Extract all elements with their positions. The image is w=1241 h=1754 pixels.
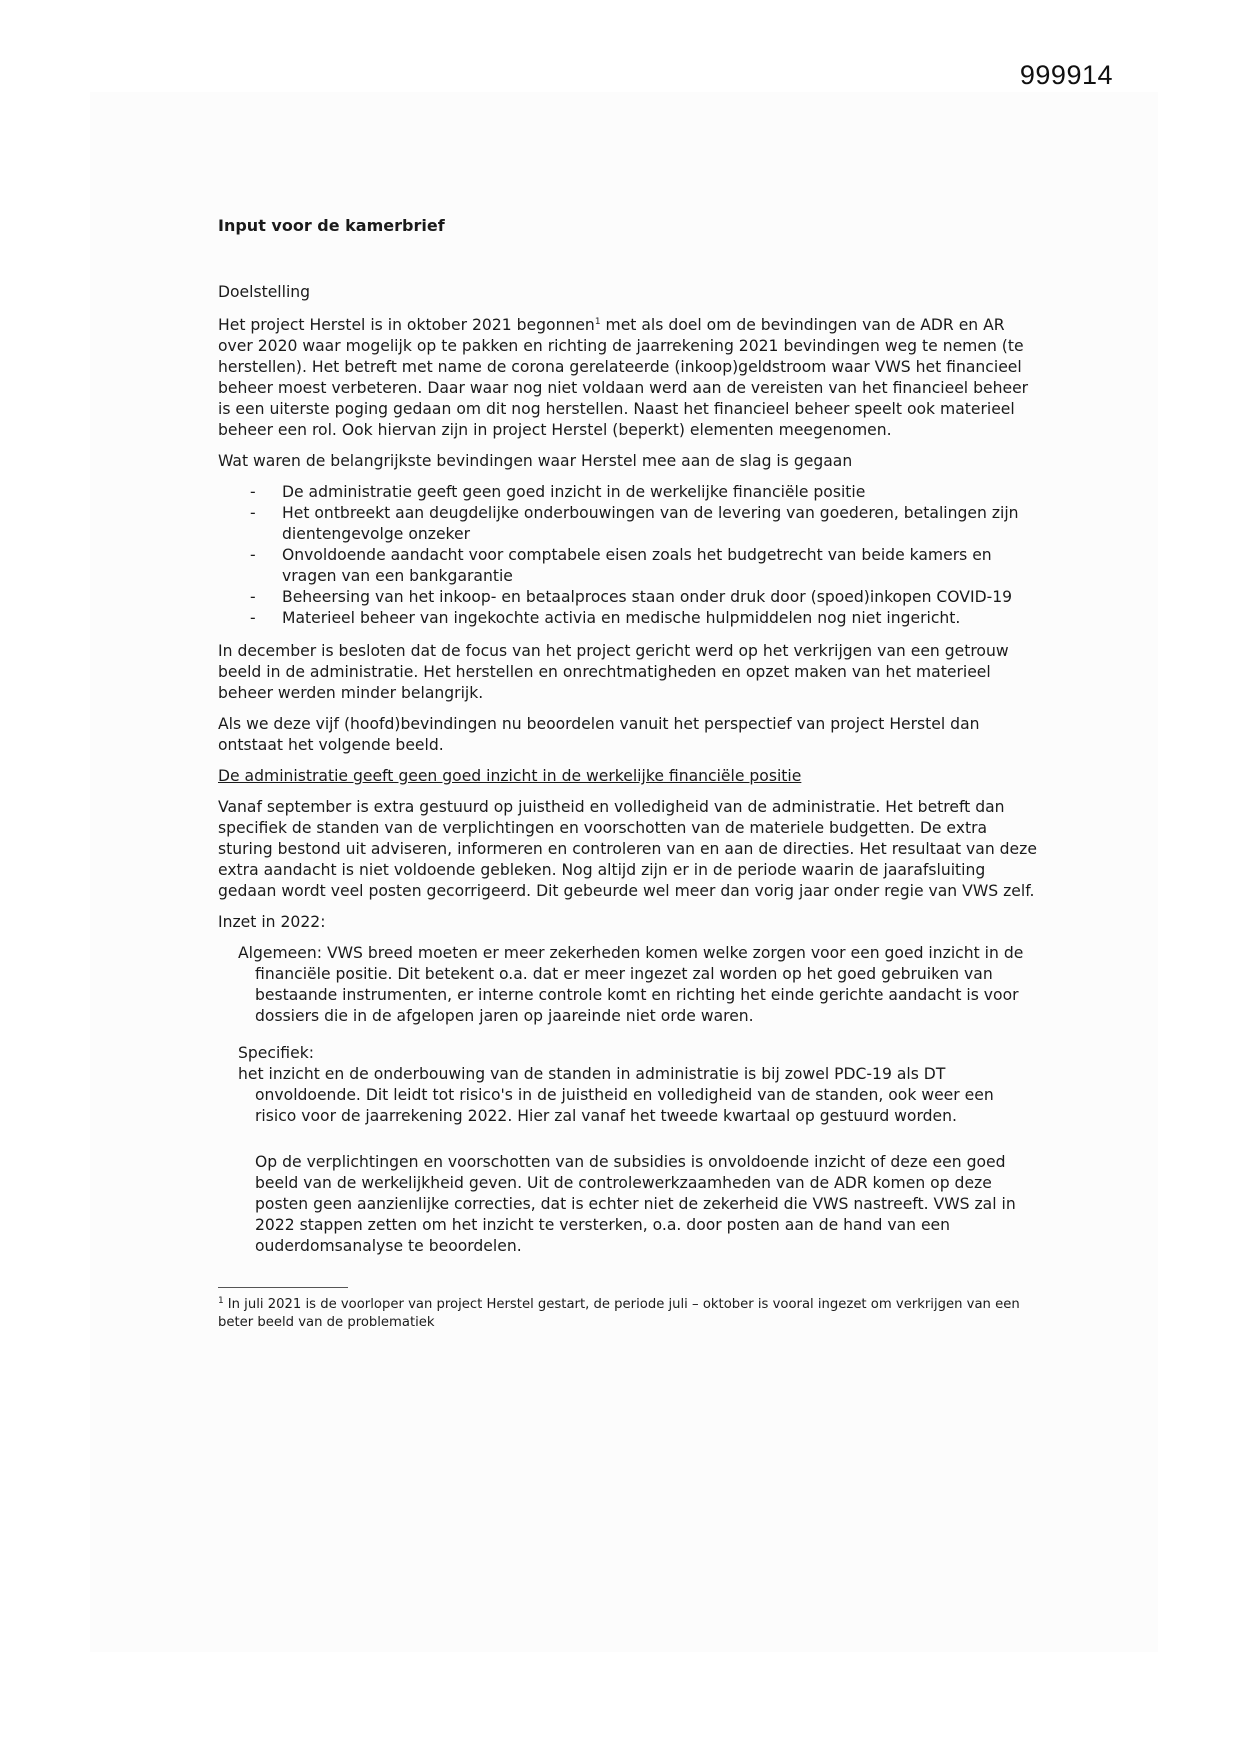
findings-intro: Wat waren de belangrijkste bevindingen waar Herstel mee aan de slag is gegaan xyxy=(218,452,853,470)
list-dash: - xyxy=(250,546,256,564)
list-item-text: Het ontbreekt aan deugdelijke onderbouwingen van de levering van goederen, betalingen zijn dientengevolge onzeker xyxy=(282,504,1019,543)
paragraph-vijf-bevindingen: Als we deze vijf (hoofd)bevindingen nu beoordelen vanuit het perspectief van project Herstel dan ontstaat het volgende beeld. xyxy=(218,715,980,754)
paragraph-december: In december is besloten dat de focus van het project gericht werd op het verkrijgen van een getrouw beeld in de administratie. Het herstellen en onrechtmatigheden en opzet maken van het materieel beheer werden minder belangrijk. xyxy=(218,642,1009,702)
intro-text-rest: met als doel om de bevindingen van de ADR en AR over 2020 waar mogelijk op te pakken en richting de jaarrekening 2021 bevindingen weg te nemen (te herstellen). Het betreft met name de corona gerelateerde (inkoop)geldstroom waar VWS het financieel beheer moest verbeteren. Daar waar nog niet voldaan werd aan de vereisten van het financieel beheer is een uiterste poging gedaan om dit nog herstellen. Naast het financieel beheer speelt ook materieel beheer een rol. Ook hiervan zijn in project Herstel (beperkt) elementen meegenomen. xyxy=(218,316,1029,439)
inzet-label: Inzet in 2022: xyxy=(218,913,326,931)
subsidies-paragraph: Op de verplichtingen en voorschotten van de subsidies is onvoldoende inzicht of deze een goed beeld van de werkelijkheid geven. Uit de controlewerkzaamheden van de ADR komen op deze posten geen aanzienlijke correcties, dat is echter niet de zekerheid die VWS nastreeft. VWS zal in 2022 stappen zetten om het inzicht te versterken, o.a. door posten aan de hand van een ouderdomsanalyse te beoordelen. xyxy=(255,1153,1016,1255)
intro-paragraph xyxy=(218,315,1038,441)
list-item-text: Onvoldoende aandacht voor comptabele eisen zoals het budgetrecht van beide kamers en vragen van een bankgarantie xyxy=(282,546,992,585)
specifiek-paragraph: het inzicht en de onderbouwing van de standen in administratie is bij zowel PDC-19 als DT onvoldoende. Dit leidt tot risico's in de juistheid en volledigheid van de standen, ook weer een risico voor de jaarrekening 2022. Hier zal vanaf het tweede kwartaal op gestuurd worden. xyxy=(238,1065,994,1125)
list-item xyxy=(218,482,1038,503)
list-item xyxy=(218,503,1038,545)
list-dash: - xyxy=(250,504,256,522)
list-item-text: Beheersing van het inkoop- en betaalproces staan onder druk door (spoed)inkopen COVID-19 xyxy=(282,588,1013,606)
document-title: Input voor de kamerbrief xyxy=(218,216,445,235)
footnote-text: In juli 2021 is de voorloper van project Herstel gestart, de periode juli – oktober is vooral ingezet om verkrijgen van een beter beeld van de problematiek xyxy=(218,1297,1020,1330)
intro-text-start: Het project Herstel is in oktober 2021 begonnen xyxy=(218,316,595,334)
algemeen-paragraph: Algemeen: VWS breed moeten er meer zekerheden komen welke zorgen voor een goed inzicht in de financiële positie. Dit betekent o.a. dat er meer ingezet zal worden op het goed gebruiken van bestaande instrumenten, er interne controle komt en richting het einde gerichte aandacht is voor dossiers die in de afgelopen jaren op jaareinde niet orde waren. xyxy=(238,944,1024,1025)
list-item xyxy=(218,587,1038,608)
document-body xyxy=(218,215,1038,1332)
section-heading-doelstelling: Doelstelling xyxy=(218,283,311,301)
paragraph-september: Vanaf september is extra gestuurd op juistheid en volledigheid van de administratie. Het betreft dan specifiek de standen van de verplichtingen en voorschotten van de materiele budgetten. De extra sturing bestond uit adviseren, informeren en controleren van en aan de directies. Het resultaat van deze extra aandacht is niet voldoende gebleken. Nog altijd zijn er in de periode waarin de jaarafsluiting gedaan wordt veel posten gecorrigeerd. Dit gebeurde wel meer dan vorig jaar onder regie van VWS zelf. xyxy=(218,798,1037,900)
specifiek-label: Specifiek: xyxy=(238,1044,314,1062)
footnote xyxy=(218,1296,1038,1332)
list-item xyxy=(218,545,1038,587)
footnote-mark: 1 xyxy=(218,1295,224,1306)
document-number: 999914 xyxy=(1019,60,1113,90)
section-subheading: De administratie geeft geen goed inzicht in de werkelijke financiële positie xyxy=(218,767,802,785)
list-dash: - xyxy=(250,483,256,501)
list-item-text: De administratie geeft geen goed inzicht in de werkelijke financiële positie xyxy=(282,483,866,501)
findings-list xyxy=(218,482,1038,629)
list-item-text: Materieel beheer van ingekochte activia en medische hulpmiddelen nog niet ingericht. xyxy=(282,609,961,627)
list-item xyxy=(218,608,1038,629)
list-dash: - xyxy=(250,609,256,627)
footnote-separator xyxy=(218,1287,348,1288)
list-dash: - xyxy=(250,588,256,606)
footnote-reference: 1 xyxy=(594,316,601,327)
